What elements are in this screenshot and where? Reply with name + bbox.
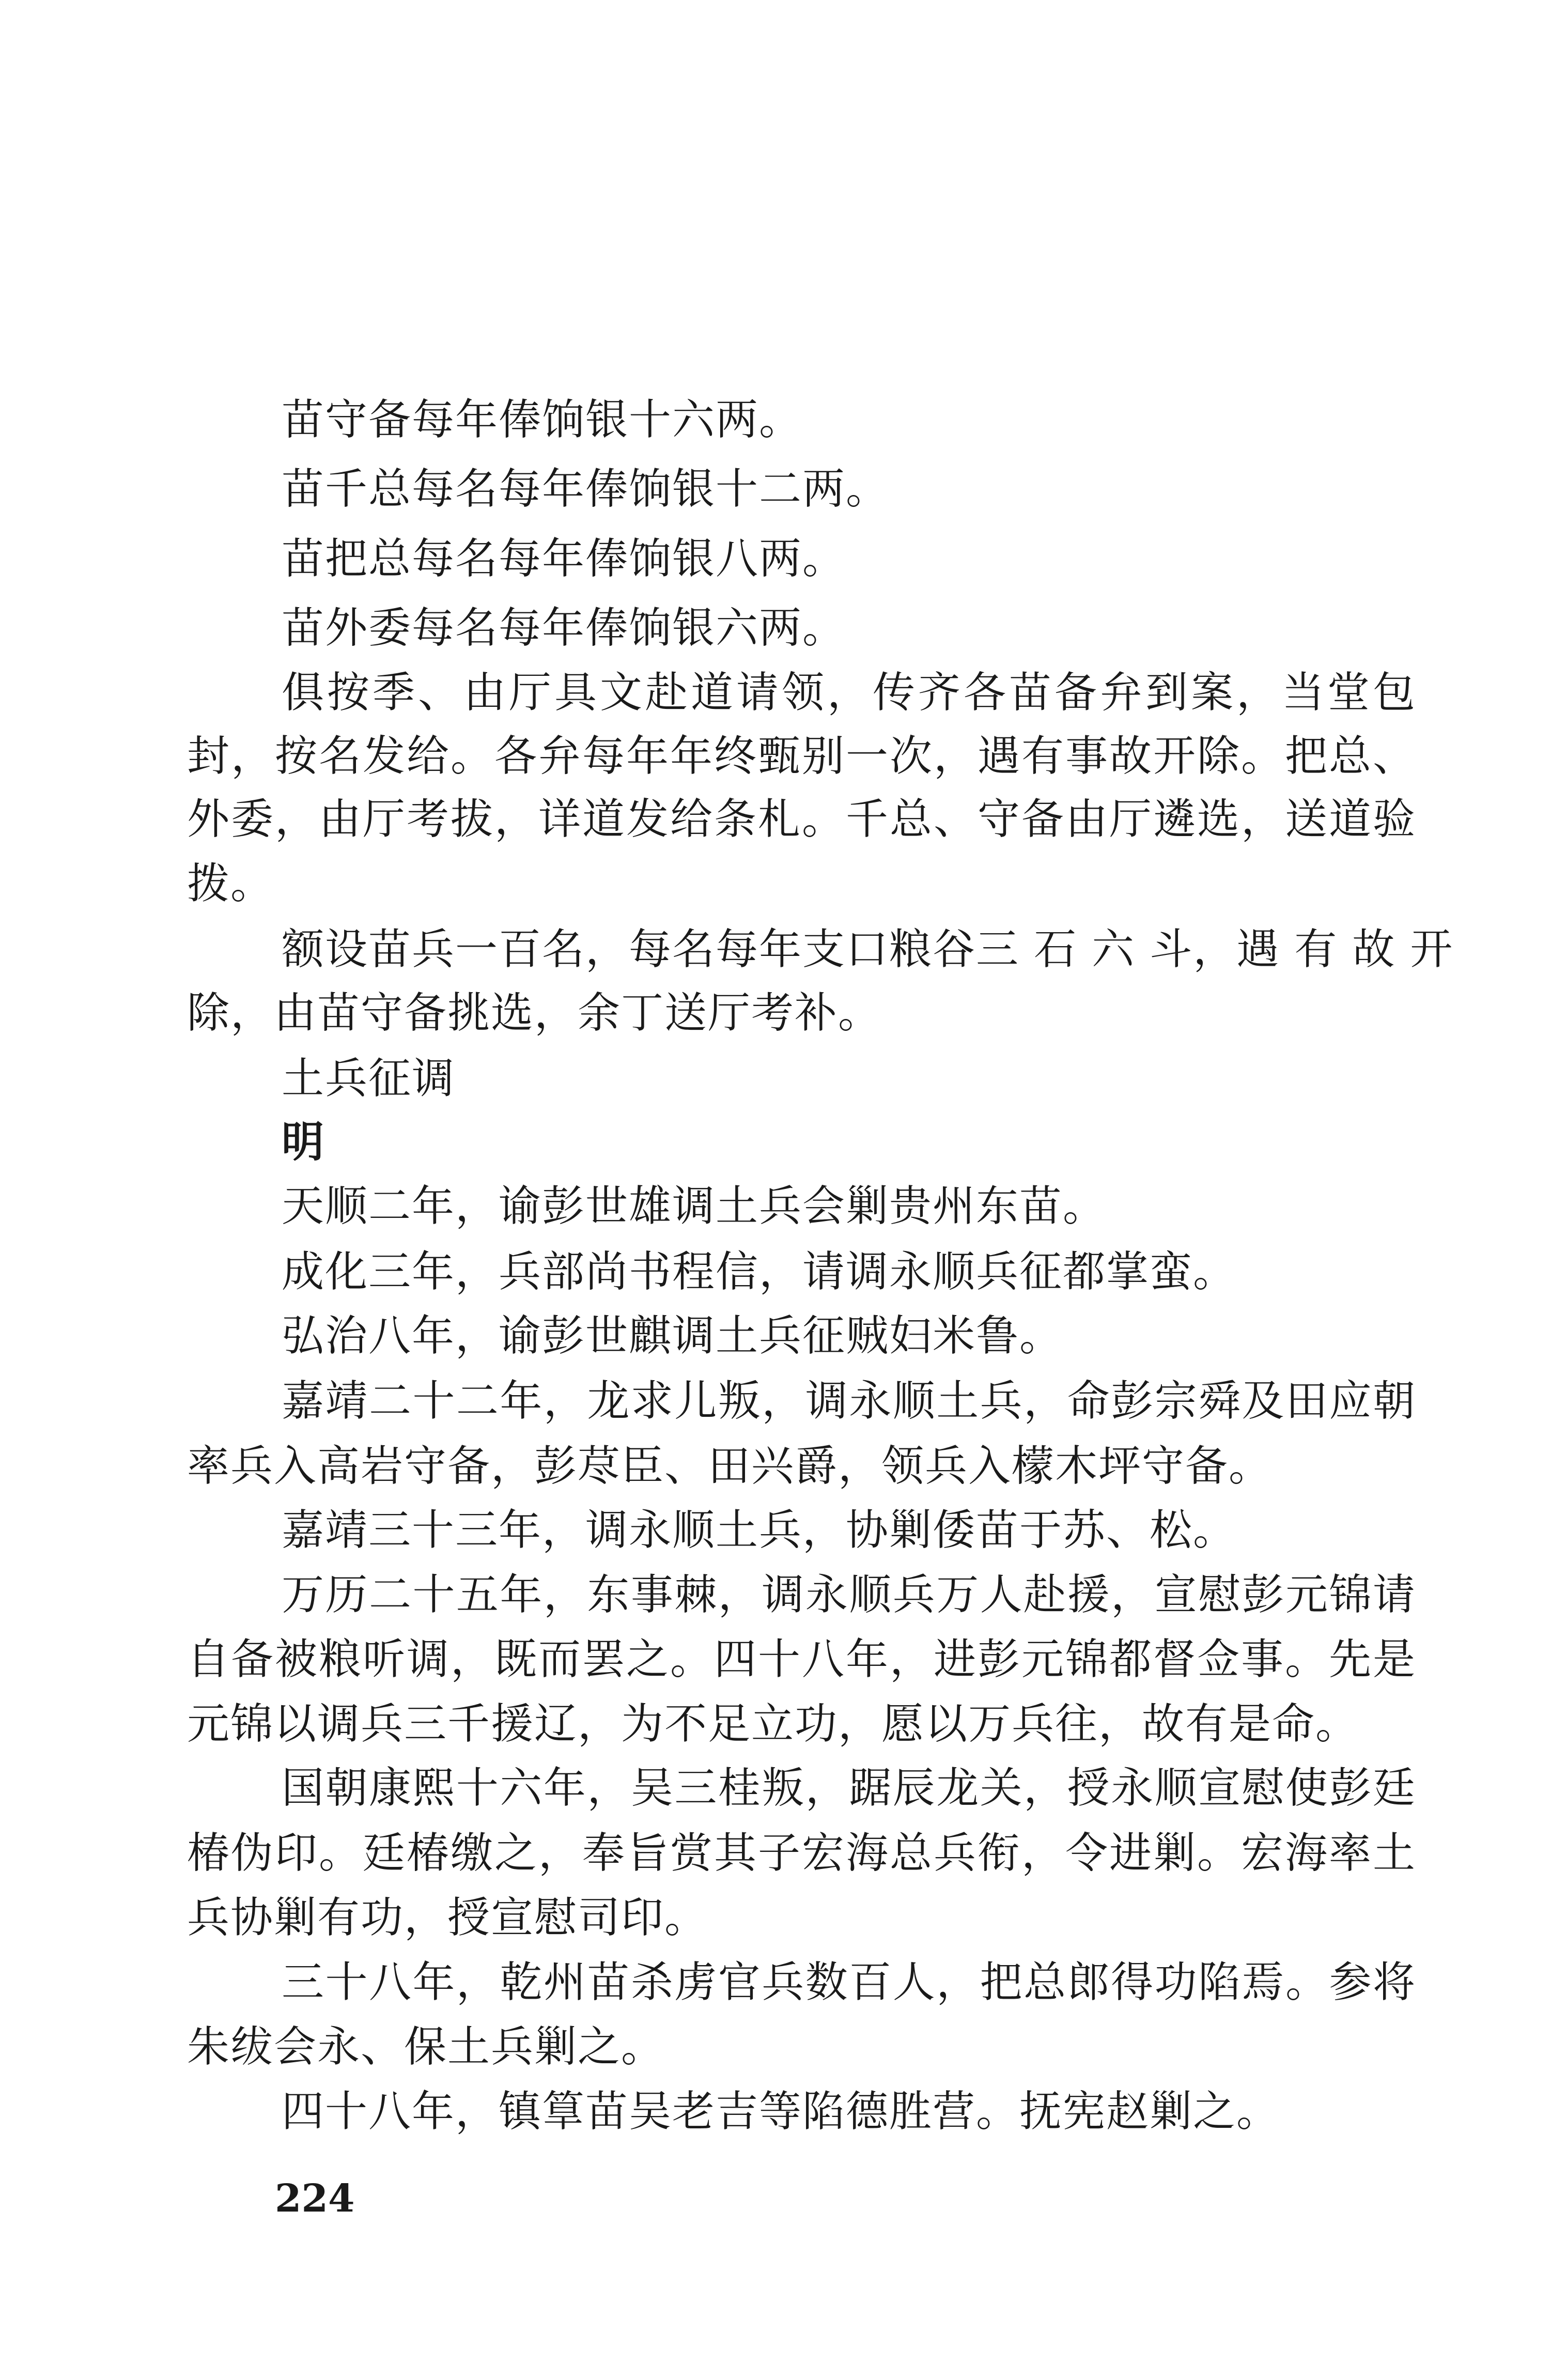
jiajing22-line-1: 嘉靖二十二年，龙求儿叛，调永顺土兵，命彭宗舜及田应朝: [282, 1377, 1416, 1426]
salary-line-qianzong: 苗千总每名每年俸饷银十二两。: [282, 465, 890, 514]
soldiers-para-line-1: 额设苗兵一百名，每名每年支口粮谷三 石 六 斗，遇 有 故 开: [282, 925, 1454, 974]
distribution-para-line-2: 封，按名发给。各弁每年年终甄别一次，遇有事故开除。把总、: [187, 732, 1416, 781]
kangxi16-line-3: 兵协剿有功，授宣慰司印。: [187, 1893, 708, 1942]
ming-entry-hongzhi: 弘治八年，谕彭世麒调土兵征贼妇米鲁。: [282, 1311, 1063, 1361]
ming-entry-tianshun: 天顺二年，谕彭世雄调土兵会剿贵州东苗。: [282, 1182, 1107, 1231]
distribution-para-line-4: 拨。: [187, 859, 274, 908]
distribution-para-line-1: 俱按季、由厅具文赴道请领，传齐各苗备弁到案，当堂包: [282, 668, 1416, 717]
jiajing33-line: 嘉靖三十三年，调永顺土兵，协剿倭苗于苏、松。: [282, 1506, 1237, 1555]
section-heading: 土兵征调: [282, 1054, 456, 1103]
page-number: 224: [275, 2176, 355, 2221]
dynasty-heading: 明: [282, 1117, 325, 1167]
jiajing22-line-2: 率兵入高岩守备，彭荩臣、田兴爵，领兵入檬木坪守备。: [187, 1442, 1273, 1491]
kangxi38-line-1: 三十八年，乾州苗杀虏官兵数百人，把总郎得功陷焉。参将: [282, 1958, 1416, 2007]
salary-line-bazong: 苗把总每名每年俸饷银八两。: [282, 534, 846, 583]
salary-line-waiwei: 苗外委每名每年俸饷银六两。: [282, 604, 846, 653]
kangxi16-line-2: 椿伪印。廷椿缴之，奉旨赏其子宏海总兵衔，令进剿。宏海率土: [187, 1829, 1416, 1878]
kangxi38-line-2: 朱绂会永、保土兵剿之。: [187, 2022, 665, 2072]
soldiers-para-line-2: 除，由苗守备挑选，余丁送厅考补。: [187, 988, 882, 1038]
salary-line-shoubei: 苗守备每年俸饷银十六两。: [282, 395, 803, 444]
kangxi16-line-1: 国朝康熙十六年，吴三桂叛，踞辰龙关，授永顺宣慰使彭廷: [282, 1764, 1416, 1813]
distribution-para-line-3: 外委，由厅考拔，详道发给条札。千总、守备由厅遴选，送道验: [187, 795, 1416, 844]
ming-entry-chenghua: 成化三年，兵部尚书程信，请调永顺兵征都掌蛮。: [282, 1247, 1237, 1296]
wanli-line-1: 万历二十五年，东事棘，调永顺兵万人赴援，宣慰彭元锦请: [282, 1570, 1416, 1619]
wanli-line-3: 元锦以调兵三千援辽，为不足立功，愿以万兵往，故有是命。: [187, 1699, 1359, 1749]
wanli-line-2: 自备被粮听调，既而罢之。四十八年，进彭元锦都督佥事。先是: [187, 1635, 1416, 1684]
kangxi48-line: 四十八年，镇筸苗吴老吉等陷德胜营。抚宪赵剿之。: [282, 2087, 1280, 2136]
